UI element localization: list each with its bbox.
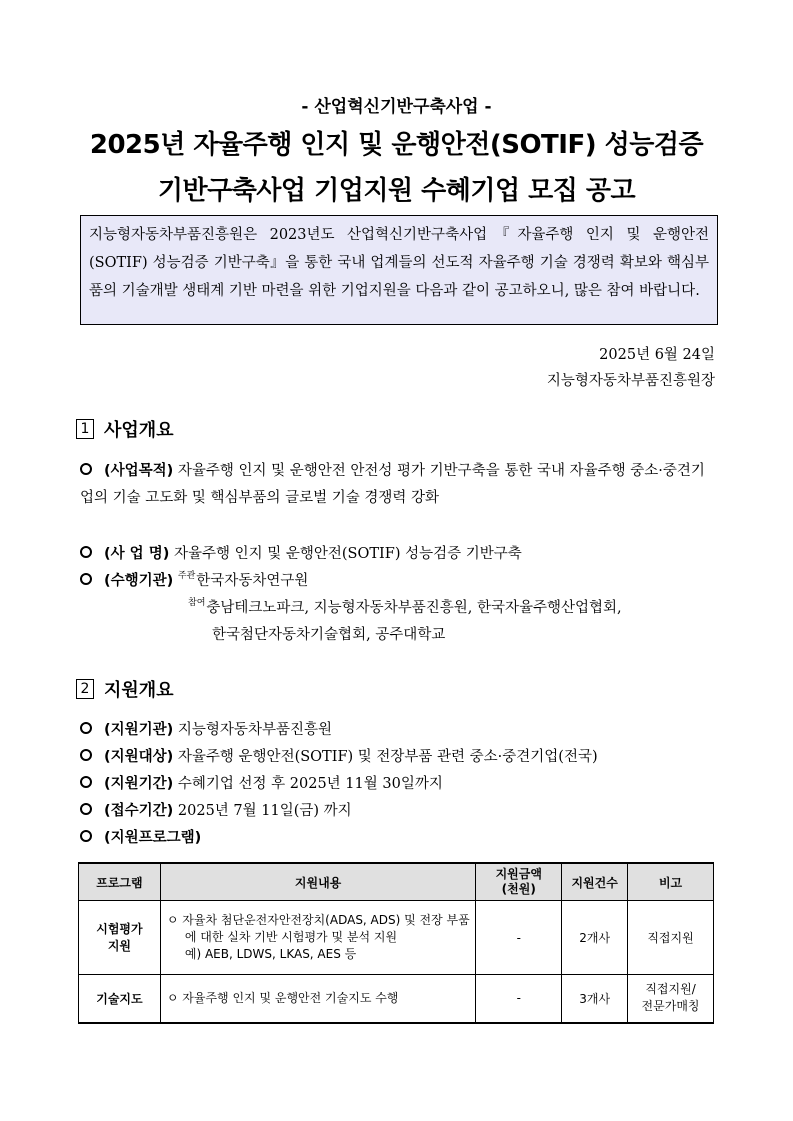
cell-count: 3개사 xyxy=(562,975,628,1023)
cell-amount: - xyxy=(476,901,562,975)
cell-note: 직접지원/ 전문가매칭 xyxy=(628,975,714,1023)
item-label: (접수기간) xyxy=(104,803,174,819)
support-program-table xyxy=(78,862,714,1024)
list-item-support-org xyxy=(80,717,718,744)
section-title: 사업개요 xyxy=(104,420,174,441)
section-number: 2 xyxy=(76,679,94,699)
header-amount: 지원금액 (천원) xyxy=(476,863,562,901)
lead-tag: 주관 xyxy=(177,571,196,581)
table-row xyxy=(79,975,714,1023)
list-item-application-period xyxy=(80,798,718,825)
intro-box: 지능형자동차부품진흥원은 2023년도 산업혁신기반구축사업『자율주행 인지 및 운행안전(SOTIF) 성능검증 기반구축』을 통한 국내 업계들의 선도적 자율주행 기술 경쟁력 확보와 핵심부품의 기술개발 생태계 기반 마련을 위한 기업지원을 다음과 같이 공고하오니, 많은 참여 바랍니다. xyxy=(80,215,718,325)
announcement-date: 2025년 6월 24일 xyxy=(599,347,715,363)
partner-tag: 참여 xyxy=(188,598,206,608)
partners-line-2: 한국첨단자동차기술협회, 공주대학교 xyxy=(212,627,446,643)
lead-agency: 한국자동차연구원 xyxy=(196,573,309,589)
cell-count: 2개사 xyxy=(562,901,628,975)
bullet-icon xyxy=(80,463,92,475)
cell-note: 직접지원 xyxy=(628,901,714,975)
item-label: (지원기관) xyxy=(104,722,174,738)
bullet-icon xyxy=(80,776,92,788)
header-program: 프로그램 xyxy=(79,863,161,901)
bullet-icon xyxy=(80,573,92,585)
item-text: 수혜기업 선정 후 2025년 11월 30일까지 xyxy=(177,776,443,792)
cell-content xyxy=(160,975,475,1023)
item-label: (지원기간) xyxy=(104,776,174,792)
bullet-icon xyxy=(80,749,92,761)
title-line-2: 기반구축사업 기업지원 수혜기업 모집 공고 xyxy=(157,176,636,206)
table-row xyxy=(79,901,714,975)
list-item-purpose xyxy=(80,458,718,512)
item-label: (지원프로그램) xyxy=(104,830,202,846)
section-number: 1 xyxy=(76,419,94,439)
item-label: (지원대상) xyxy=(104,749,174,765)
partner-agencies xyxy=(188,595,728,624)
header-subtitle: - 산업혁신기반구축사업 - xyxy=(301,97,492,117)
item-text: 지능형자동차부품진흥원 xyxy=(177,722,332,738)
list-item-support-program xyxy=(80,825,718,852)
bullet-icon xyxy=(80,722,92,734)
table-header-row xyxy=(79,863,714,901)
section-title: 지원개요 xyxy=(104,680,174,701)
partners-line-1: 충남테크노파크, 지능형자동차부품진흥원, 한국자율주행산업협회, xyxy=(206,600,622,616)
partner-agencies-cont xyxy=(212,622,712,649)
item-label: (수행기관) xyxy=(104,573,174,589)
section-2-heading xyxy=(76,676,174,702)
content-example: 예) AEB, LDWS, LKAS, AES 등 xyxy=(184,947,357,961)
list-item-support-target xyxy=(80,744,718,771)
item-label: (사업목적) xyxy=(104,463,174,479)
bullet-icon xyxy=(80,546,92,558)
content-text: ㅇ 자율주행 인지 및 운행안전 기술지도 수행 xyxy=(166,990,399,1005)
item-text: 자율주행 인지 및 운행안전(SOTIF) 성능검증 기반구축 xyxy=(173,546,522,562)
item-label: (사 업 명) xyxy=(104,546,170,562)
cell-program: 기술지도 xyxy=(79,975,161,1023)
bullet-icon xyxy=(80,803,92,815)
list-item-project-name xyxy=(80,541,718,568)
issuer: 지능형자동차부품진흥원장 xyxy=(546,373,715,389)
cell-amount: - xyxy=(476,975,562,1023)
cell-program: 시험평가 지원 xyxy=(79,901,161,975)
bullet-icon xyxy=(80,830,92,842)
list-item-support-period xyxy=(80,771,718,798)
item-text: 2025년 7월 11일(금) 까지 xyxy=(177,803,352,819)
title-line-1: 2025년 자율주행 인지 및 운행안전(SOTIF) 성능검증 xyxy=(89,130,704,160)
section-1-heading xyxy=(76,416,174,442)
item-text: 자율주행 인지 및 운행안전 안전성 평가 기반구축을 통한 국내 자율주행 중소·중견기업의 기술 고도화 및 핵심부품의 글로벌 기술 경쟁력 강화 xyxy=(80,463,705,506)
item-text: 자율주행 운행안전(SOTIF) 및 전장부품 관련 중소·중견기업(전국) xyxy=(177,749,598,765)
header-note: 비고 xyxy=(628,863,714,901)
content-text: ㅇ 자율차 첨단운전자안전장치(ADAS, ADS) 및 전장 부품에 대한 실차 기반 시험평가 및 분석 지원 xyxy=(166,913,470,944)
header-content: 지원내용 xyxy=(160,863,475,901)
list-item-agency xyxy=(80,568,718,597)
header-count: 지원건수 xyxy=(562,863,628,901)
cell-content xyxy=(160,901,475,975)
